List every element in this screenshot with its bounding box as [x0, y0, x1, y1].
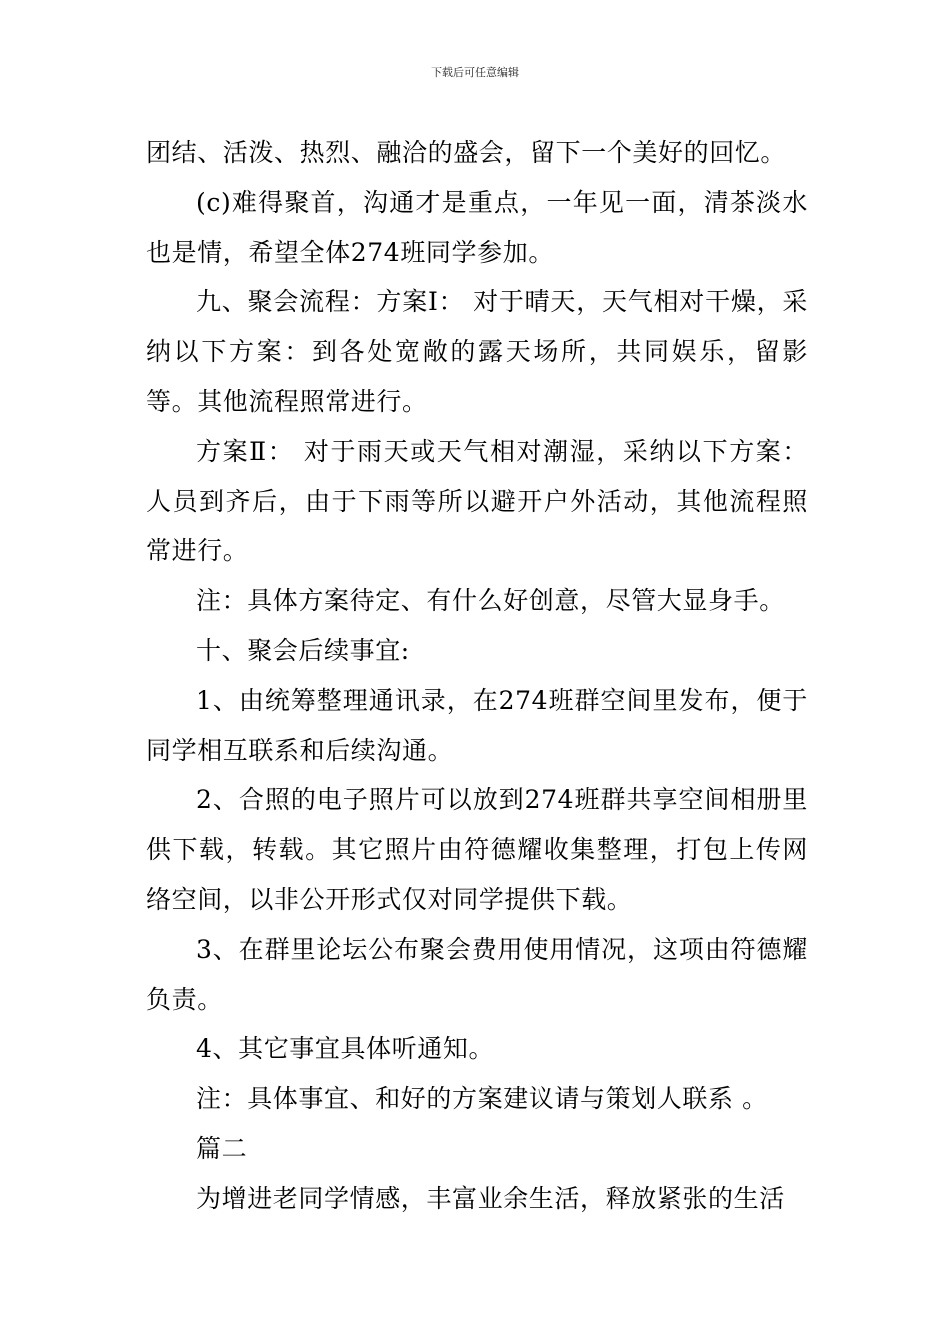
paragraph: 九、聚会流程：方案Ⅰ： 对于晴天，天气相对干燥，采纳以下方案：到各处宽敞的露天场所，共同娱乐，留影等。其他流程照常进行。 [146, 287, 808, 416]
paragraph: 2、合照的电子照片可以放到274班群共享空间相册里供下载，转载。其它照片由符德耀收集整理，打包上传网络空间，以非公开形式仅对同学提供下载。 [146, 785, 808, 914]
paragraph: 篇二 [196, 1133, 248, 1163]
paragraph: 为增进老同学情感，丰富业余生活，释放紧张的生活 [196, 1183, 785, 1213]
paragraph: 注：具体方案待定、有什么好创意，尽管大显身手。 [196, 586, 785, 616]
paragraph: 3、在群里论坛公布聚会费用使用情况，这项由符德耀负责。 [146, 934, 808, 1014]
paragraph: (c)难得聚首，沟通才是重点，一年见一面，清茶淡水也是情，希望全体274班同学参加。 [146, 187, 808, 267]
paragraph: 注：具体事宜、和好的方案建议请与策划人联系 。 [196, 1084, 768, 1114]
paragraph: 4、其它事宜具体听通知。 [196, 1034, 495, 1064]
paragraph: 方案Ⅱ： 对于雨天或天气相对潮湿，采纳以下方案：人员到齐后，由于下雨等所以避开户外活动，其他流程照常进行。 [146, 436, 808, 566]
paragraph: 十、聚会后续事宜: [196, 635, 410, 665]
paragraph: 团结、活泼、热烈、融洽的盛会，留下一个美好的回忆。 [146, 138, 787, 167]
document-body [146, 128, 808, 1224]
page-header: 下载后可任意编辑 [431, 66, 519, 79]
paragraph: 1、由统筹整理通讯录，在274班群空间里发布，便于同学相互联系和后续沟通。 [146, 685, 808, 765]
